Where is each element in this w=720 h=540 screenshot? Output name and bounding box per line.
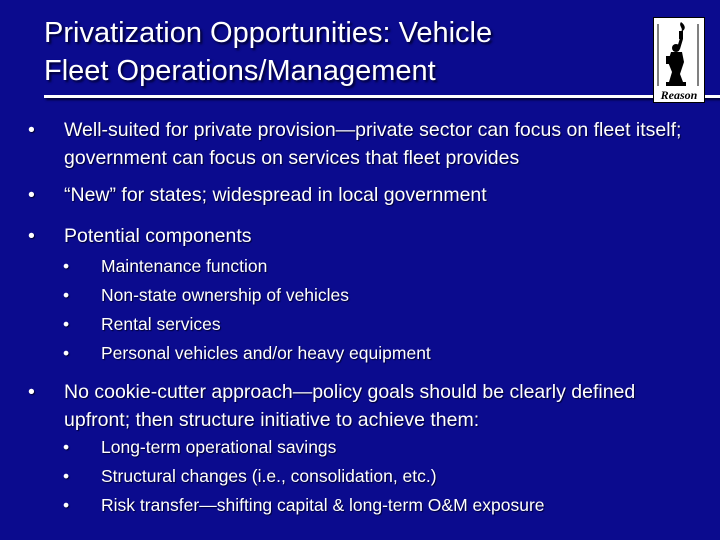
sub-item-text: Risk transfer—shifting capital & long-term O&M exposure [101, 495, 545, 515]
slide-title-line-2: Fleet Operations/Management [44, 55, 436, 87]
slide-title-line-1: Privatization Opportunities: Vehicle [44, 17, 493, 49]
logo-wordmark: Reason [660, 88, 698, 102]
bullet-icon: • [63, 343, 70, 363]
sub-item-text: Personal vehicles and/or heavy equipment [101, 343, 431, 363]
title-underline [44, 95, 720, 98]
reason-logo [653, 17, 705, 103]
sub-item-text: Structural changes (i.e., consolidation, etc.) [101, 466, 437, 486]
sub-item-text: Maintenance function [101, 256, 268, 276]
bullet-icon: • [28, 225, 35, 247]
bullet-item-3-text: Potential components [64, 225, 252, 247]
bullet-icon: • [28, 381, 35, 403]
bullet-icon: • [28, 184, 35, 206]
bullet-icon: • [63, 285, 70, 305]
bullet-item-4-text: No cookie-cutter approach—policy goals should be clearly defined upfront; then structure initiative to achieve them: [64, 381, 636, 431]
torch-statue-icon [654, 18, 704, 88]
bullet-icon: • [28, 119, 35, 141]
bullet-icon: • [63, 314, 70, 334]
bullet-item-2-text: “New” for states; widespread in local government [64, 184, 487, 206]
sub-item-text: Non-state ownership of vehicles [101, 285, 350, 305]
bullet-item-1-text: Well-suited for private provision—private sector can focus on fleet itself; government can focus on services that fleet provides [64, 119, 682, 169]
bullet-icon: • [63, 495, 70, 515]
sub-item-text: Long-term operational savings [101, 437, 337, 457]
sub-item-text: Rental services [101, 314, 221, 334]
bullet-icon: • [63, 437, 70, 457]
bullet-icon: • [63, 466, 70, 486]
slide-title [44, 14, 634, 90]
bullet-icon: • [63, 256, 70, 276]
